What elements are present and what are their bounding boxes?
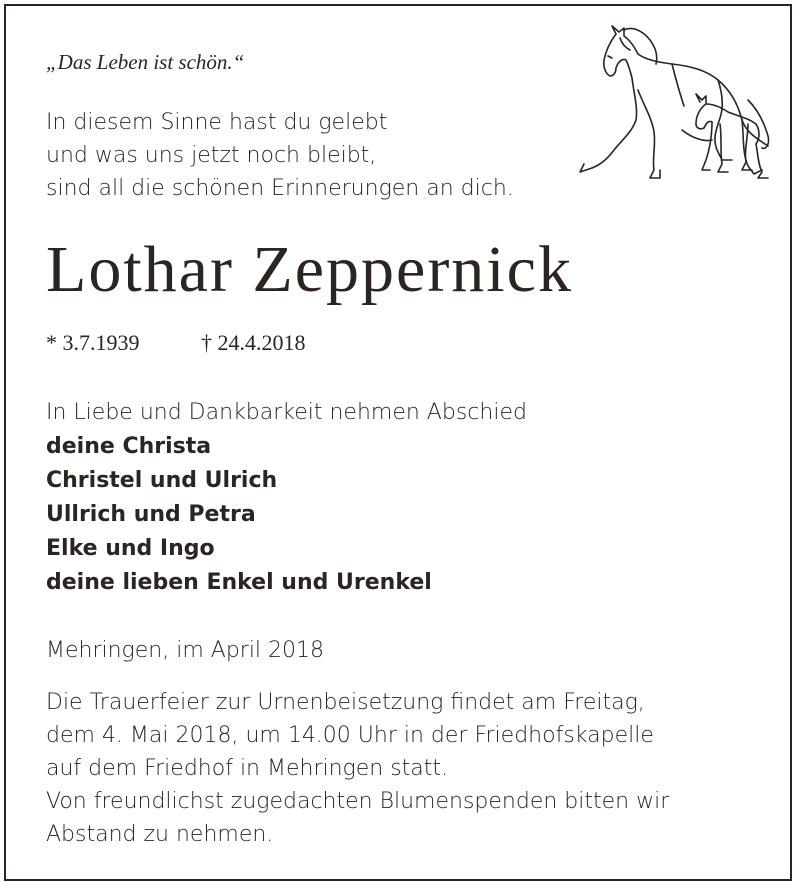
notice-line: Abstand zu nehmen. <box>46 822 274 847</box>
notice-line: Die Trauerfeier zur Urnenbeisetzung findet am Freitag, <box>46 690 645 715</box>
mourner-name: deine Christa <box>46 434 212 459</box>
mourners-intro: In Liebe und Dankbarkeit nehmen Abschied <box>46 400 527 425</box>
notice-line: dem 4. Mai 2018, um 14.00 Uhr in der Friedhofskapelle <box>46 723 654 748</box>
obituary-card <box>4 4 792 881</box>
place-date: Mehringen, im April 2018 <box>46 638 325 663</box>
mourner-name: Christel und Ulrich <box>46 468 278 493</box>
mourners <box>46 396 527 600</box>
death-date: † 24.4.2018 <box>201 330 306 355</box>
mourner-name: Elke und Ingo <box>46 536 215 561</box>
notice-line: Von freundlichst zugedachten Blumenspenden bitten wir <box>46 789 670 814</box>
birth-date: * 3.7.1939 <box>46 330 140 355</box>
quote: „Das Leben ist schön.“ <box>46 50 245 74</box>
poem-line: und was uns jetzt noch bleibt, <box>46 143 377 168</box>
mourner-name: Ullrich und Petra <box>46 502 256 527</box>
poem-line: In diesem Sinne hast du gelebt <box>46 110 388 135</box>
horse-and-foal-icon <box>572 20 782 196</box>
mourner-name: deine lieben Enkel und Urenkel <box>46 570 432 595</box>
deceased-name: Lothar Zeppernick <box>46 233 573 306</box>
life-dates <box>46 330 306 356</box>
poem <box>46 106 514 205</box>
notice-line: auf dem Friedhof in Mehringen statt. <box>46 756 449 781</box>
poem-line: sind all die schönen Erinnerungen an dich. <box>46 176 514 201</box>
funeral-notice <box>46 686 669 851</box>
